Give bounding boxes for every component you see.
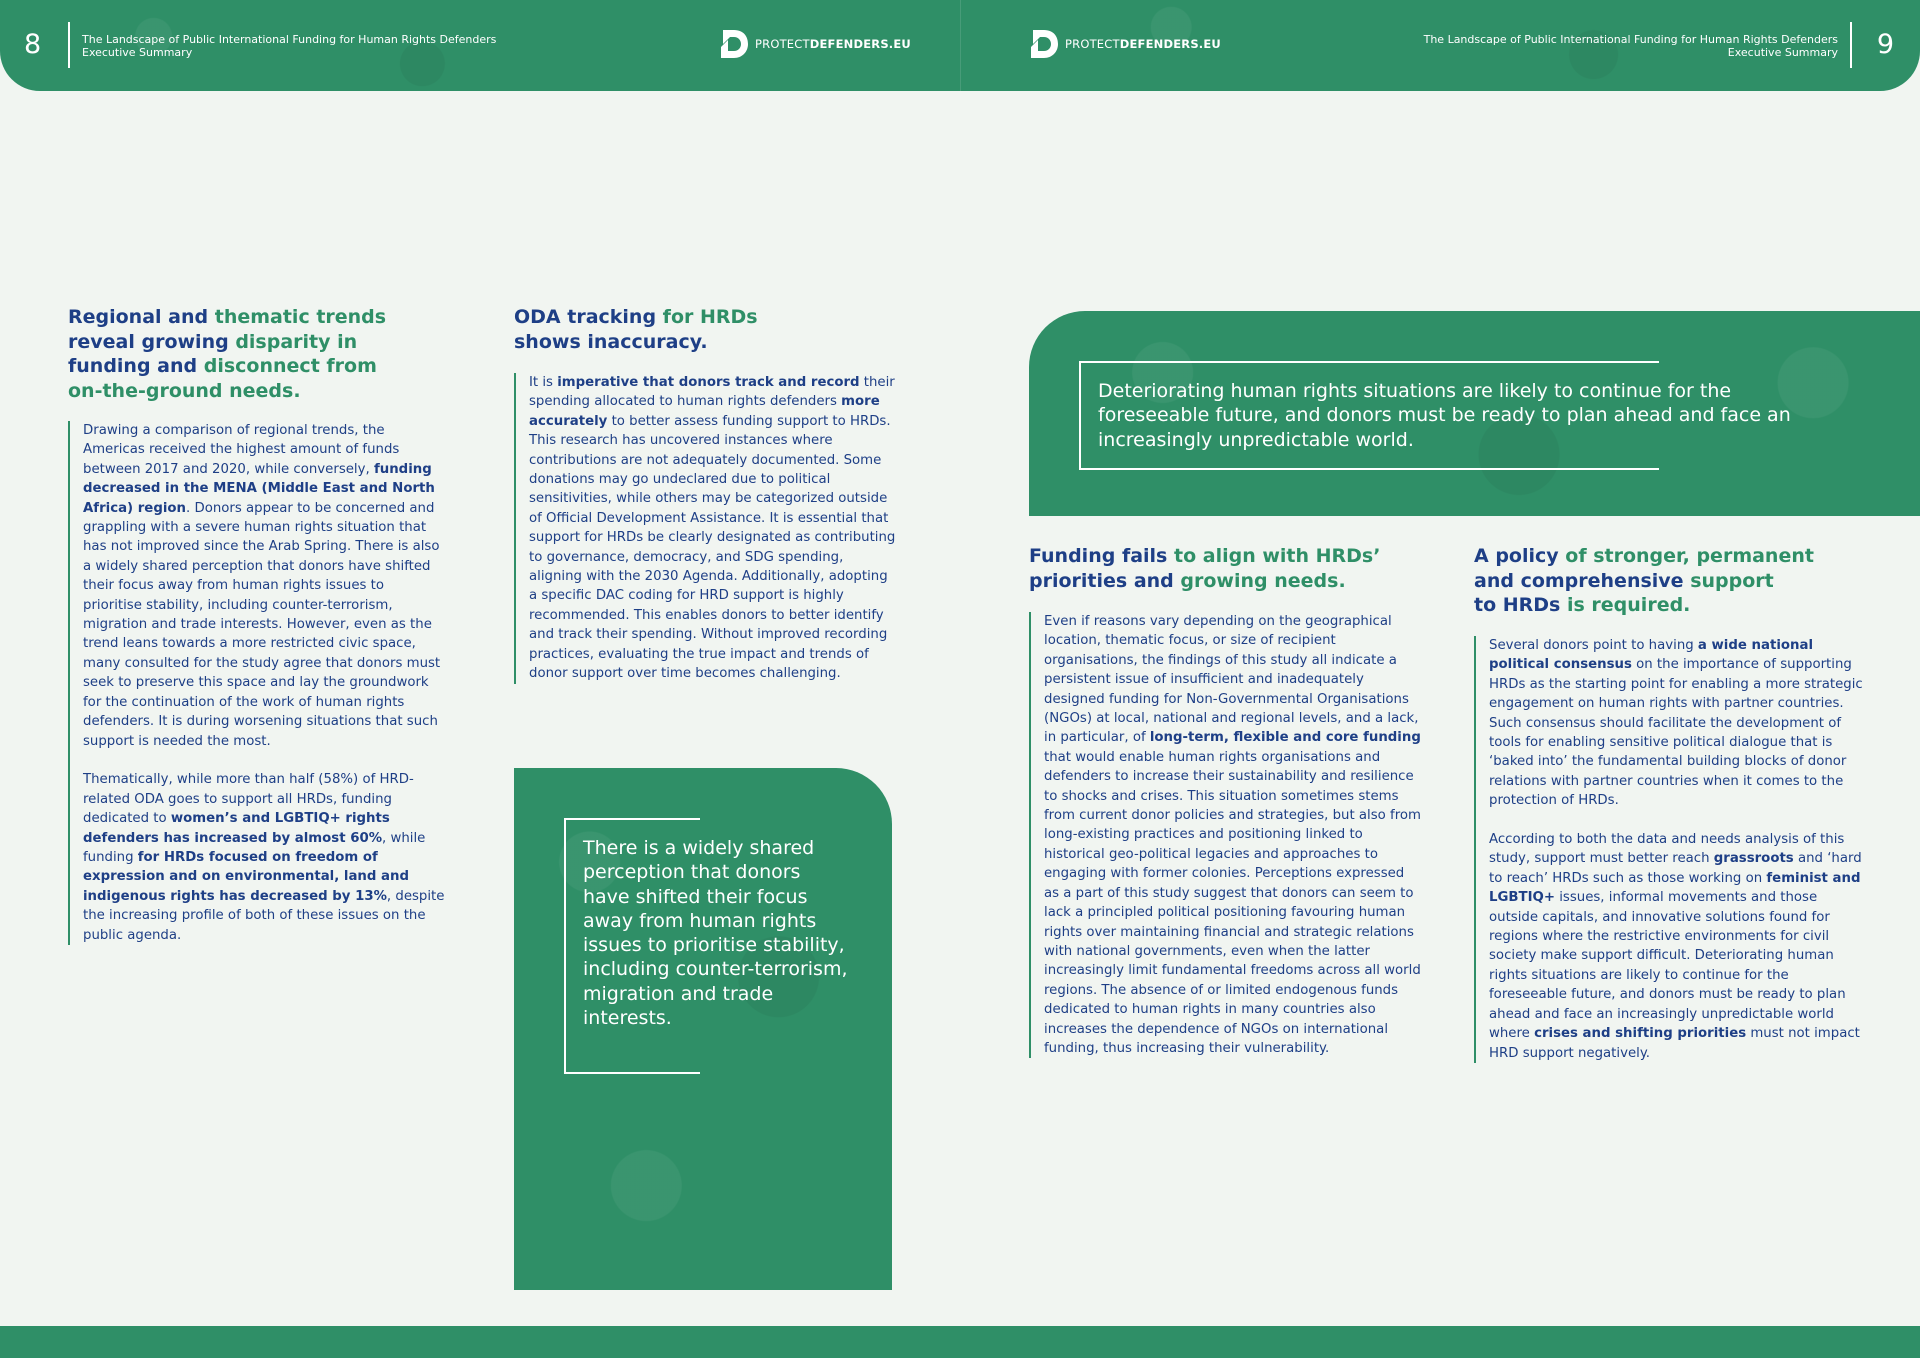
paragraph bbox=[83, 770, 446, 945]
emphasis: feminist and LGBTIQ+ bbox=[1489, 870, 1861, 906]
heading-part: stronger, permanent bbox=[1593, 545, 1814, 567]
text: It is bbox=[529, 375, 558, 390]
text: and ‘hard to reach’ HRDs such as those working on bbox=[1489, 851, 1862, 886]
heading-part: and comprehensive bbox=[1474, 569, 1684, 592]
logo-text bbox=[755, 37, 911, 51]
pull-quote-text: Deteriorating human rights situations are likely to continue for the foreseeable future, and donors must be ready to plan ahead and face an increasingly unpredictable world. bbox=[1098, 380, 1791, 451]
logo-text-main: DEFENDERS.EU bbox=[809, 37, 911, 51]
text: issues, informal movements and those outside capitals, and innovative solutions found for regions where the restrictive environments for civil society make support difficult. Deteriorating human rights situations are likely to continue for the foreseeable future, and donors must be ready to plan ahead and face an increasingly unpredictable world where bbox=[1489, 890, 1846, 1042]
text: to better assess funding support to HRDs. This research has uncovered instances where contributions are not adequately documented. Some donations may go undeclared due to political sensitivities, while others may be categorized outside of Official Development Assistance. It is essential that support for HRDs be clearly designated as contributing to governance, democracy, and SDG spending, aligning with the 2030 Agenda. Additionally, adopting a specific DAC coding for HRD support is highly recommended. This enables donors to better identify and track their spending. Without improved recording practices, evaluating the true impact and trends of donor support over time becomes challenging. bbox=[529, 413, 896, 682]
heading-part: and bbox=[1127, 569, 1181, 592]
paragraph bbox=[1489, 830, 1864, 1063]
emphasis: grassroots bbox=[1713, 851, 1794, 867]
section-heading-funding-fails bbox=[1029, 544, 1409, 593]
emphasis: more accurately bbox=[529, 394, 880, 429]
heading-part: and bbox=[150, 355, 204, 377]
text: According to both the data and needs analysis of this study, support must better reach bbox=[1489, 832, 1845, 867]
protectdefenders-logo bbox=[718, 27, 911, 61]
heading-part: to HRDs bbox=[1474, 594, 1561, 616]
section-heading-policy-support bbox=[1474, 544, 1854, 618]
logo-text-main: DEFENDERS.EU bbox=[1119, 37, 1221, 51]
heading-part: of bbox=[1558, 545, 1594, 567]
heading-part: growing needs. bbox=[1180, 569, 1346, 592]
header-doc-subtitle: Executive Summary bbox=[1727, 46, 1838, 59]
heading-part: support bbox=[1683, 569, 1774, 592]
heading-part: for bbox=[656, 306, 700, 328]
pull-quote-text: There is a widely shared perception that donors have shifted their focus away from human rights issues to prioritise stability, including counter-terrorism, migration and trade interests. bbox=[583, 837, 848, 1030]
emphasis: funding decreased in the MENA (Middle East and North Africa) region bbox=[83, 461, 435, 516]
header-title-right bbox=[1424, 33, 1838, 59]
logo-text-prefix: PROTECT bbox=[755, 37, 810, 51]
text: Several donors point to having bbox=[1489, 638, 1698, 653]
logo-text bbox=[1065, 37, 1221, 51]
section-body-policy-support bbox=[1474, 636, 1864, 1063]
section-heading-oda-tracking bbox=[514, 305, 844, 354]
text: Thematically, while more than half (58%) of HRD-related ODA goes to support all HRDs, funding dedicated to bbox=[83, 772, 414, 827]
header-doc-subtitle: Executive Summary bbox=[82, 46, 193, 59]
paragraph bbox=[83, 421, 446, 751]
page-spread-divider bbox=[960, 0, 961, 91]
paragraph bbox=[529, 373, 898, 684]
text: on the importance of supporting HRDs as the starting point for enabling a more strategic engagement on human rights with partner countries. Such consensus should facilitate the development of tools for enabling sensitive political dialogue that is ‘baked into’ the fundamental building blocks of donor relations with partner countries when it comes to the protection of HRDs. bbox=[1489, 657, 1863, 809]
heading-part: align with HRDs’ bbox=[1202, 545, 1381, 567]
heading-part: reveal growing bbox=[68, 330, 229, 353]
emphasis: long-term, flexible and core funding bbox=[1149, 730, 1421, 746]
heading-part: and bbox=[161, 306, 215, 328]
header-title-left bbox=[82, 33, 496, 59]
section-body-oda-tracking bbox=[514, 373, 898, 684]
heading-part: shows inaccuracy. bbox=[514, 330, 708, 353]
paragraph bbox=[1044, 612, 1421, 1058]
pd-logo-icon bbox=[1028, 27, 1060, 61]
emphasis: for HRDs focused on freedom of expression and on environmental, land and indigenous rights has decreased by 13% bbox=[83, 849, 410, 904]
paragraph bbox=[1489, 636, 1864, 811]
text: . Donors appear to be concerned and grappling with a severe human rights situation that has not improved since the Arab Spring. There is also a widely shared perception that donors have shifted their focus away from human rights issues to prioritise stability, including counter-terrorism, migration and trade interests. However, even as the trend leans towards a more restricted civic space, many consulted for the study agree that donors must seek to preserve this space and lay the groundwork for the continuation of the work of human rights defenders. It is during worsening situations that such support is needed the most. bbox=[83, 500, 441, 749]
text: Drawing a comparison of regional trends, the Americas received the highest amount of funds between 2017 and 2020, while conversely, bbox=[83, 423, 400, 477]
heading-part: A policy bbox=[1474, 545, 1559, 567]
protectdefenders-logo-right bbox=[1028, 27, 1221, 61]
page-footer-band bbox=[0, 1326, 1920, 1358]
header-divider-right bbox=[1850, 22, 1852, 68]
heading-part: Funding fails bbox=[1029, 545, 1168, 567]
section-body-funding-fails bbox=[1029, 612, 1421, 1058]
heading-part: thematic trends bbox=[214, 306, 387, 328]
text: their spending allocated to human rights defenders bbox=[529, 375, 895, 410]
text: that would enable human rights organisations and defenders to increase their sustainability and resilience to shocks and crises. This situation sometimes stems from current donor policies and strategies, but also from long-existing practices and positioning linked to historical geo-political legacies and approaches to engaging with former colonies. Perceptions expressed as a part of this study suggest that donors can seem to lack a principled political positioning favouring human rights over maintaining financial and strategic relations with national governments, even when the latter increasingly limit fundamental freedoms across all world regions. The absence of or limited endogenous funds dedicated to human rights in many countries also increases the dependence of NGOs on international funding, thus increasing their vulnerability. bbox=[1044, 749, 1421, 1056]
heading-part: ODA tracking bbox=[514, 306, 657, 328]
emphasis: crises and shifting priorities bbox=[1534, 1026, 1747, 1042]
section-heading-regional-trends bbox=[68, 305, 398, 403]
text: must not impact HRD support negatively. bbox=[1489, 1026, 1860, 1061]
header-doc-title: The Landscape of Public International Funding for Human Rights Defenders bbox=[82, 33, 497, 46]
text: , while funding bbox=[83, 830, 426, 865]
emphasis: a wide national political consensus bbox=[1489, 638, 1814, 673]
heading-part: to bbox=[1167, 545, 1203, 567]
right-page-number: 9 bbox=[1876, 29, 1894, 60]
heading-part: priorities bbox=[1029, 569, 1128, 592]
pull-quote-box-wide bbox=[1029, 311, 1920, 516]
heading-part: is required. bbox=[1560, 594, 1691, 616]
header-doc-title: The Landscape of Public International Funding for Human Rights Defenders bbox=[1423, 33, 1838, 46]
section-body-regional-trends bbox=[68, 421, 446, 945]
heading-part: on-the-ground needs. bbox=[68, 379, 301, 402]
pd-logo-icon bbox=[718, 27, 750, 61]
heading-part: Regional bbox=[68, 306, 162, 328]
logo-text-prefix: PROTECT bbox=[1065, 37, 1120, 51]
header-divider-left bbox=[68, 22, 70, 68]
heading-part: disconnect from bbox=[203, 355, 377, 377]
page-header bbox=[0, 0, 1920, 91]
heading-part: funding bbox=[68, 355, 151, 377]
heading-part: HRDs bbox=[699, 306, 758, 328]
heading-part: disparity in bbox=[228, 330, 358, 353]
left-page-number: 8 bbox=[24, 29, 42, 60]
emphasis: imperative that donors track and record bbox=[557, 375, 860, 390]
text: Even if reasons vary depending on the geographical location, thematic focus, or size of recipient organisations, the findings of this study all indicate a persistent issue of insufficient and inadequately designed funding for Non-Governmental Organisations (NGOs) at local, national and regional levels, and a lack, in particular, of bbox=[1044, 614, 1419, 746]
text: , despite the increasing profile of both of these issues on the public agenda. bbox=[83, 888, 445, 943]
pull-quote-box bbox=[514, 768, 892, 1290]
emphasis: women’s and LGBTIQ+ rights defenders has increased by almost 60% bbox=[83, 811, 390, 846]
